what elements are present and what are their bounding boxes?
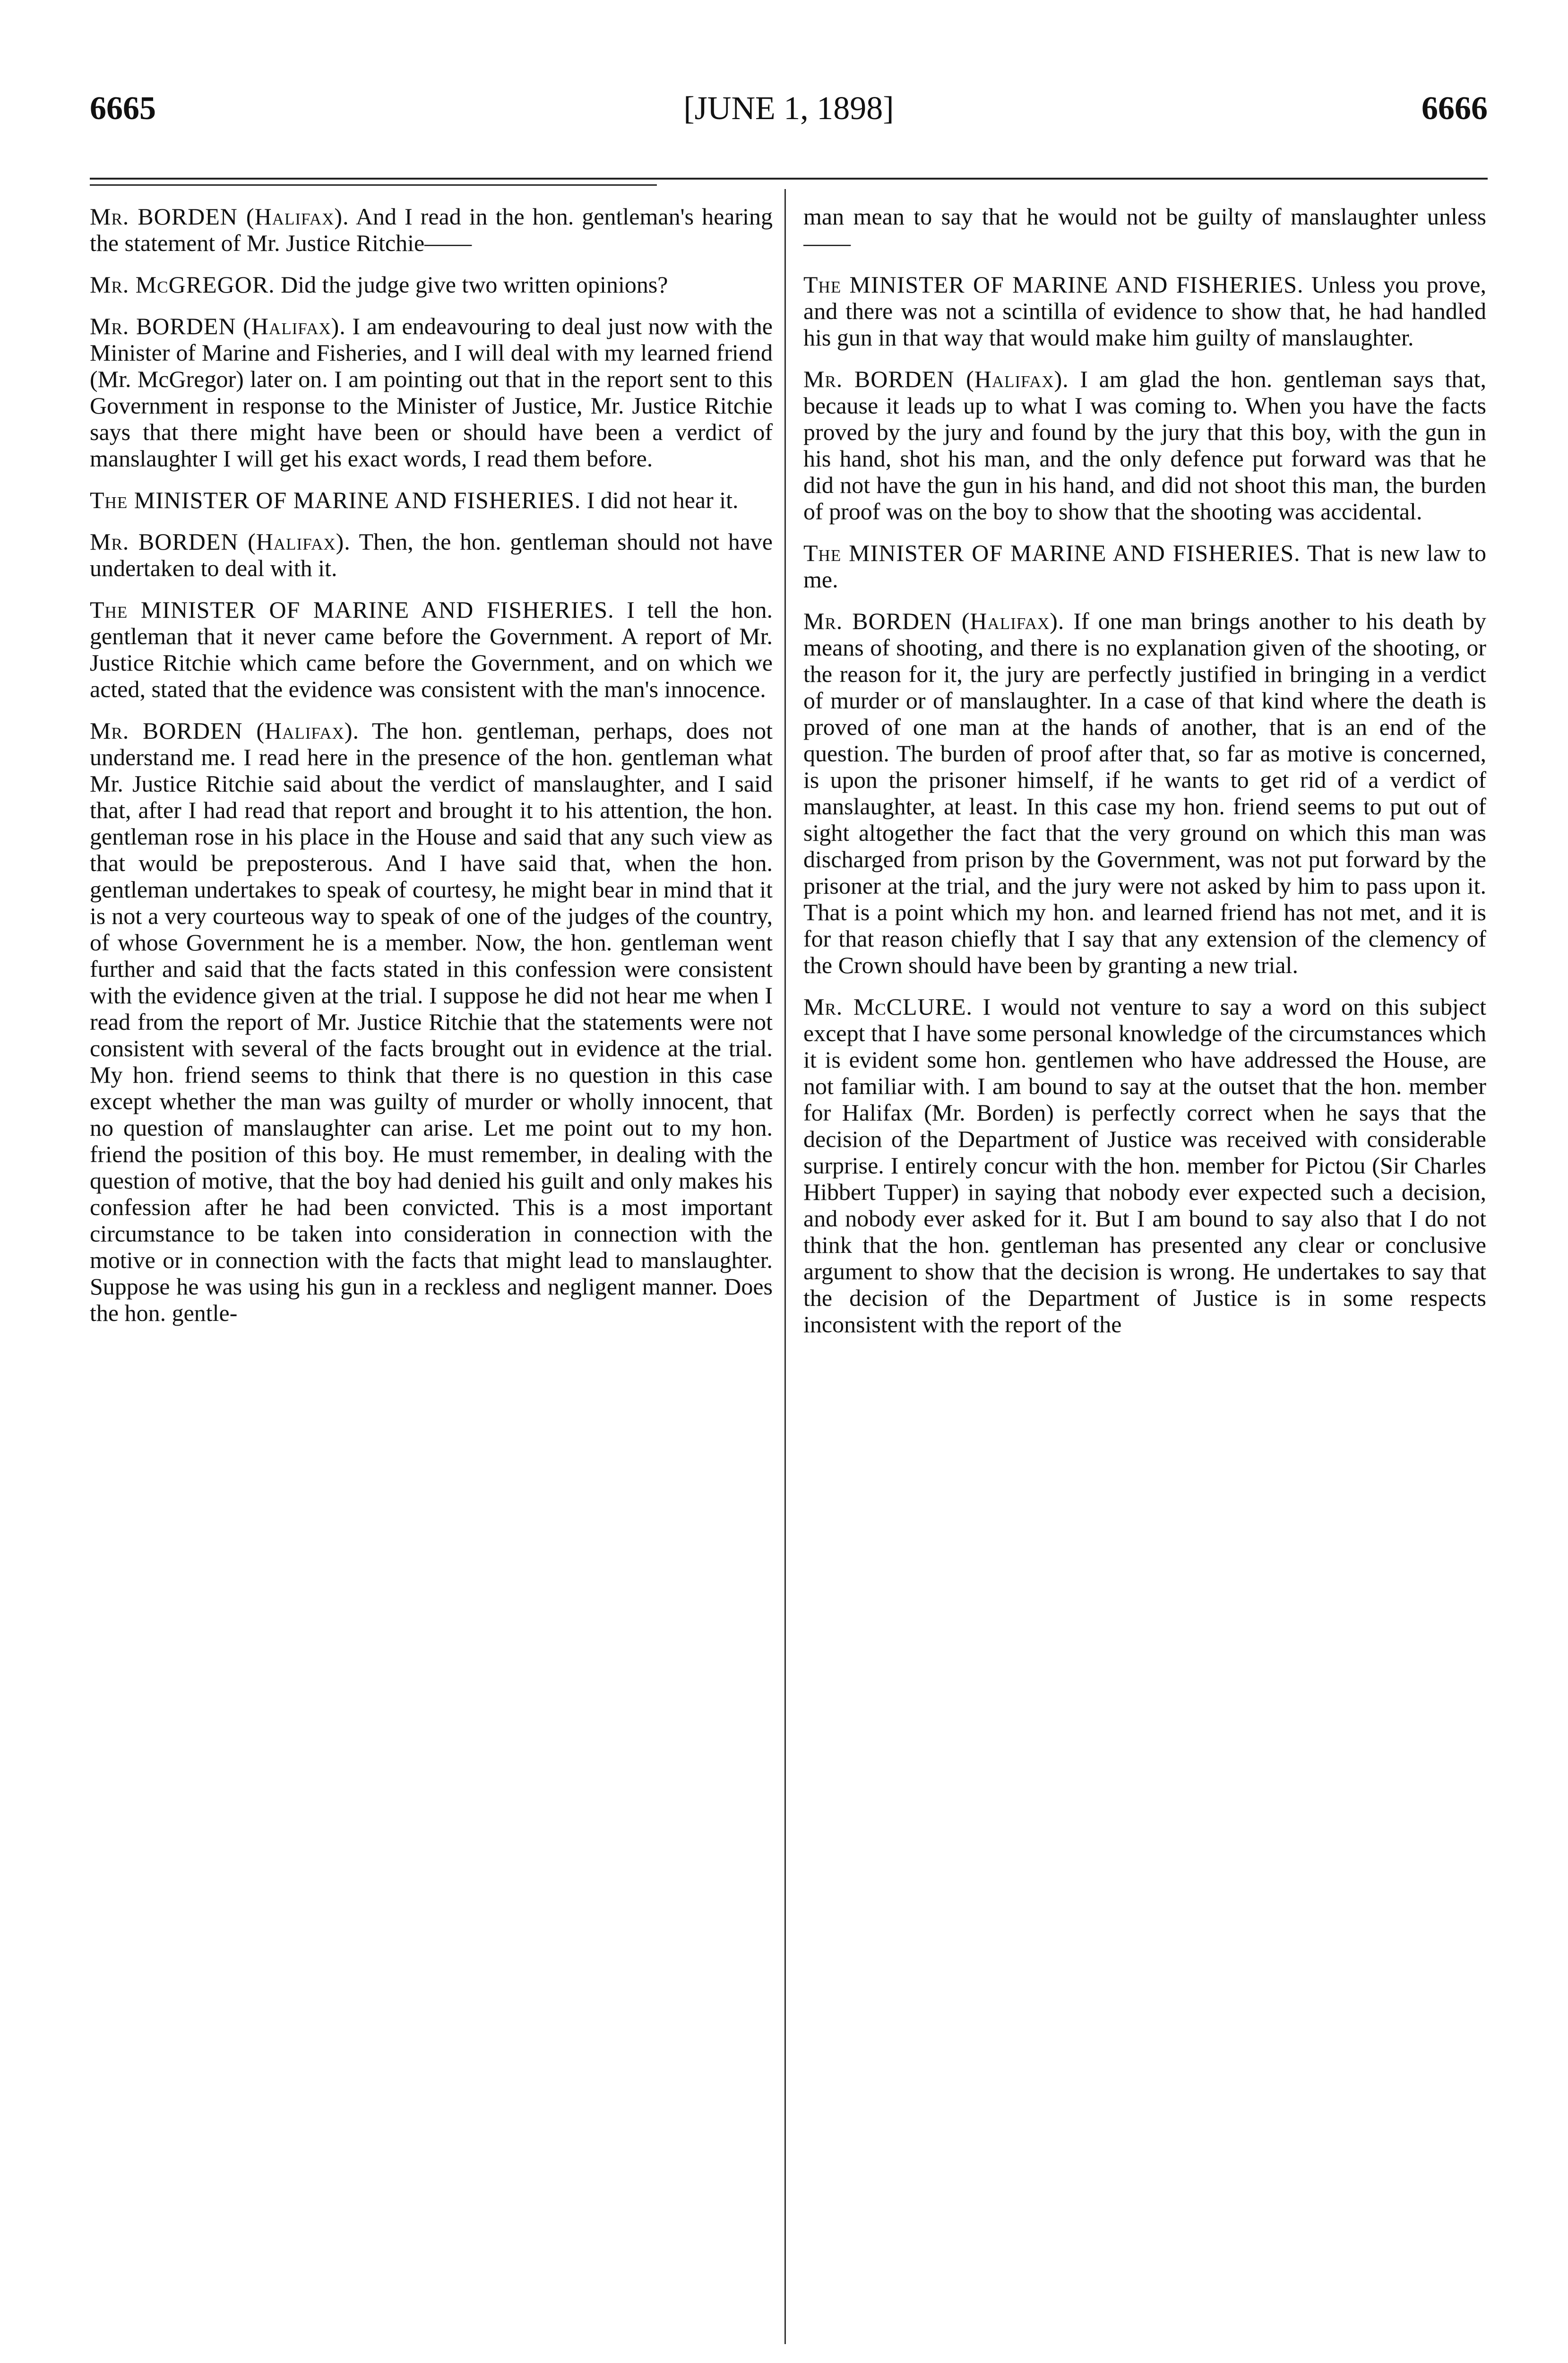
right-page-number: 6666 [1422, 90, 1488, 127]
speech-text: I would not venture to say a word on this subject except that I have some personal knowledge of the circumstances which it is evident some hon. gentlemen who have addressed the House, are not familiar with. I am bound to say at the outset that the hon. member for Halifax (Mr. Borden) is perfectly correct when he says that the decision of the Department of Justice was received with considerable surprise. I entirely concur with the hon. member for Pictou (Sir Charles Hibbert Tupper) in saying that nobody ever expected such a decision, and nobody ever asked for it. But I am bound to say also that I do not think that the hon. gentleman has presented any clear or conclusive argument to show that the decision is wrong. He undertakes to say that the decision of the Department of Justice is in some respects inconsistent with the report of the [803, 993, 1486, 1337]
speaker-name: Mr. BORDEN (Halifax). [90, 313, 346, 339]
speaker-name: The MINISTER OF MARINE AND FISHERIES. [90, 596, 614, 623]
speech-text: Unless you prove, and there was not a scintilla of evidence to show that, he had handled his gun in that way that would make him guilty of manslaughter. [803, 271, 1486, 351]
speaker-name: Mr. McCLURE. [803, 993, 973, 1020]
speech-text: That is new law to me. [803, 540, 1486, 593]
paragraph [803, 271, 1486, 351]
speaker-name: Mr. BORDEN (Halifax). [90, 717, 359, 744]
column-divider [784, 189, 786, 2344]
header-date: [JUNE 1, 1898] [683, 90, 894, 127]
paragraph [803, 366, 1486, 525]
speech-text: Did the judge give two written opinions? [281, 271, 668, 298]
paragraph [90, 487, 773, 513]
page-header [90, 90, 1488, 132]
speaker-name: Mr. BORDEN (Halifax). [90, 528, 351, 555]
speech-text: And I read in the hon. gentleman's hearing the statement of Mr. Justice Ritchie—— [90, 203, 773, 256]
speech-text: Then, the hon. gentleman should not have undertaken to deal with it. [90, 528, 773, 581]
paragraph [90, 528, 773, 581]
paragraph [90, 203, 773, 256]
speaker-name: The MINISTER OF MARINE AND FISHERIES. [803, 540, 1301, 566]
speaker-name: The MINISTER OF MARINE AND FISHERIES. [803, 271, 1304, 298]
paragraph [90, 313, 773, 472]
speech-text: I am glad the hon. gentleman says that, because it leads up to what I was coming to. When you have the facts proved by the jury and found by the jury that this boy, with the gun in his hand, shot his man, and the only defence put forward was that he did not have the gun in his hand, and did not shoot this man, the burden of proof was on the boy to show that the shooting was accidental. [803, 366, 1486, 525]
speech-text: I tell the hon. gentleman that it never came before the Government. A report of Mr. Justice Ritchie which came before the Government, and on which we acted, stated that the evidence was consistent with the man's innocence. [90, 596, 773, 702]
paragraph [803, 608, 1486, 978]
paragraph [90, 596, 773, 702]
header-rule [90, 178, 1488, 180]
left-column [90, 203, 773, 2363]
speaker-name: Mr. McGREGOR. [90, 271, 275, 298]
speech-text: I am endeavouring to deal just now with the Minister of Marine and Fisheries, and I will deal with my learned friend (Mr. McGregor) later on. I am pointing out that in the report sent to this Government in response to the Minister of Justice, Mr. Justice Ritchie says that there might have been or should have been a verdict of manslaughter I will get his exact words, I read them before. [90, 313, 773, 472]
paragraph [90, 717, 773, 1326]
speech-text: I did not hear it. [586, 487, 739, 513]
speaker-name: The MINISTER OF MARINE AND FISHERIES. [90, 487, 581, 513]
right-column [803, 203, 1486, 2363]
speech-text: man mean to say that he would not be guilty of manslaughter unless—— [803, 203, 1486, 256]
speech-text: The hon. gentleman, perhaps, does not understand me. I read here in the presence of the hon. gentleman what Mr. Justice Ritchie said about the verdict of manslaughter, and I said that, after I had read that report and brought it to his attention, the hon. gentleman rose in his place in the House and said that any such view as that would be preposterous. And I have said that, when the hon. gentleman undertakes to speak of courtesy, he might bear in mind that it is not a very courteous way to speak of one of the judges of the country, of whose Government he is a member. Now, the hon. gentleman went further and said that the facts stated in this confession were consistent with the evidence given at the trial. I suppose he did not hear me when I read from the report of Mr. Justice Ritchie that the statements were not consistent with several of the facts brought out in evidence at the trial. My hon. friend seems to think that there is no question in this case except whether the man was guilty of murder or wholly innocent, that no question of manslaughter can arise. Let me point out to my hon. friend the position of this boy. He must remember, in dealing with the question of motive, that the boy had denied his guilt and only makes his confession after he had been convicted. This is a most important circumstance to be taken into consideration in connection with the motive or in connection with the facts that might lead to manslaughter. Suppose he was using his gun in a reckless and negligent manner. Does the hon. gentle- [90, 717, 773, 1326]
speech-text: If one man brings another to his death by means of shooting, and there is no explanation given of the shooting, or the reason for it, the jury are perfectly justified in bringing in a verdict of murder or of manslaughter. In a case of that kind where the death is proved of one man at the hands of another, that is an end of the question. The burden of proof after that, so far as motive is concerned, is upon the prisoner himself, if he wants to get rid of a verdict of manslaughter, at least. In this case my hon. friend seems to put out of sight altogether the fact that the very ground on which this man was discharged from prison by the Government, was not put forward by the prisoner at the trial, and the jury were not asked by him to pass upon it. That is a point which my hon. and learned friend has not met, and it is for that reason chiefly that I say that any extension of the clemency of the Crown should have been by granting a new trial. [803, 608, 1486, 978]
paragraph [803, 993, 1486, 1337]
paragraph [90, 271, 773, 298]
header-rule-secondary [90, 184, 657, 186]
paragraph [803, 203, 1486, 256]
speaker-name: Mr. BORDEN (Halifax). [90, 203, 349, 230]
speaker-name: Mr. BORDEN (Halifax). [803, 608, 1065, 634]
left-page-number: 6665 [90, 90, 156, 127]
paragraph [803, 540, 1486, 593]
speaker-name: Mr. BORDEN (Halifax). [803, 366, 1069, 392]
